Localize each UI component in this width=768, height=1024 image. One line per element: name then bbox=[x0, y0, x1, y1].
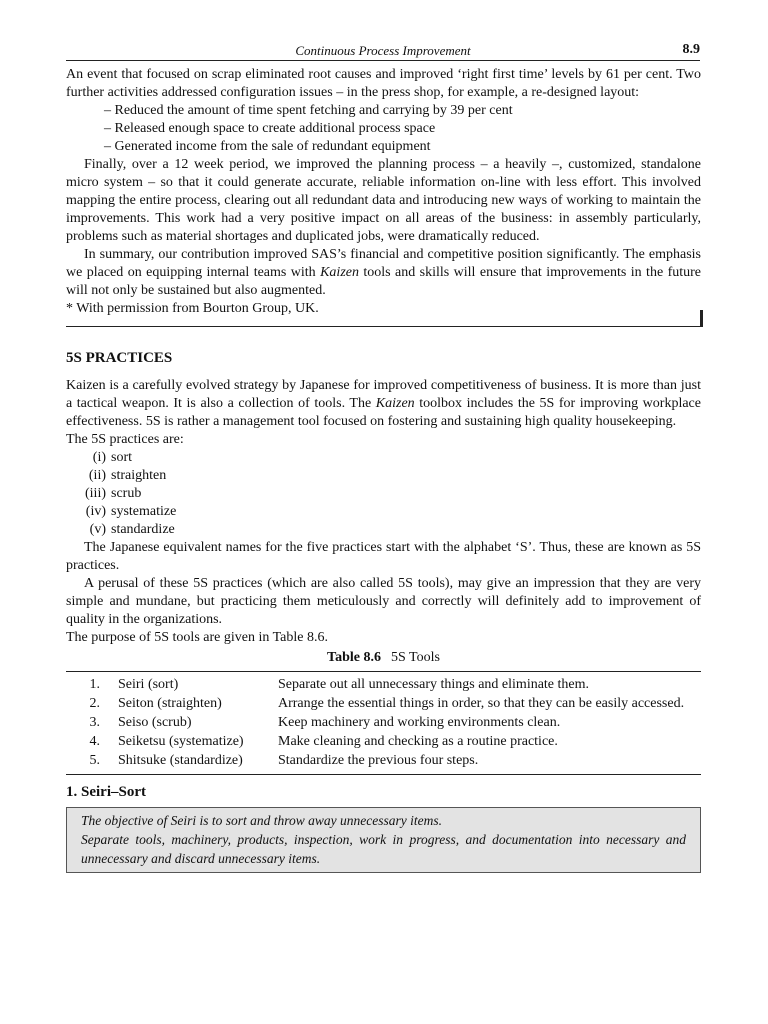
running-title: Continuous Process Improvement bbox=[295, 43, 471, 58]
objective-box bbox=[66, 807, 701, 873]
list-item: (ii) straighten bbox=[88, 468, 167, 483]
page-body bbox=[66, 66, 701, 873]
table-caption bbox=[66, 649, 701, 667]
kaizen-term: Kaizen bbox=[375, 396, 415, 411]
dash-list bbox=[66, 102, 701, 156]
dash-item: – Released enough space to create additional process space bbox=[104, 121, 436, 136]
kaizen-term: Kaizen bbox=[320, 265, 359, 280]
page-number: 8.9 bbox=[682, 42, 700, 57]
dash-item: – Generated income from the sale of redundant equipment bbox=[104, 139, 431, 154]
table-row: 1. Seiri (sort) Separate out all unnecessary things and eliminate them. bbox=[89, 677, 590, 692]
dash-item: – Reduced the amount of time spent fetching and carrying by 39 per cent bbox=[104, 103, 513, 118]
case-para-2: Finally, over a 12 week period, we improved the planning process – a heavily –, customized, standalone micro system – so that it could generate accurate, reliable information on-line with less effort. This involved mapping the entire process, clearing out all redundant data and introducing new ways of working to maintain the improvements. This work had a very positive impact on all areas of the business: in assembly particularly, problems such as material shortages and duplicated jobs, were dramatically reduced. bbox=[66, 157, 701, 244]
subsection-heading-seiri: 1. Seiri–Sort bbox=[66, 784, 146, 800]
table-row: 3. Seiso (scrub) Keep machinery and working environments clean. bbox=[89, 715, 561, 730]
table-row: 2. Seiton (straighten) Arrange the essential things in order, so that they can be easily accessed. bbox=[89, 696, 685, 711]
case-para-1: An event that focused on scrap eliminated root causes and improved ‘right first time’ levels by 61 per cent. Two further activities addressed configuration issues – in the press shop, for example, a re-designed layout: bbox=[66, 67, 701, 100]
perusal-paragraph: A perusal of these 5S practices (which are also called 5S tools), may give an impression that they are very simple and mundane, but practicing them meticulously and correctly will definitely add to improvement of quality in the organizations. bbox=[66, 576, 701, 627]
case-study-box bbox=[66, 66, 701, 327]
objective-line-2: Separate tools, machinery, products, inspection, work in progress, and documentation into necessary and unnecessary and discard unnecessary items. bbox=[81, 832, 686, 866]
japanese-names-paragraph: The Japanese equivalent names for the five practices start with the alphabet ‘S’. Thus, these are known as 5S practices. bbox=[66, 540, 701, 573]
purpose-paragraph: The purpose of 5S tools are given in Table 8.6. bbox=[66, 630, 328, 645]
objective-line-1: The objective of Seiri is to sort and throw away unnecessary items. bbox=[81, 813, 442, 828]
box-right-rule bbox=[700, 310, 703, 327]
permission-note: * With permission from Bourton Group, UK. bbox=[66, 301, 319, 316]
case-para-3: In summary, our contribution improved SAS’s financial and competitive position significantly. The emphasis we placed on equipping internal teams with Kaizen tools and skills will ensure that improvements in the future will not only be sustained but also augmented. bbox=[66, 247, 702, 298]
table-row: 4. Seiketsu (systematize) Make cleaning and checking as a routine practice. bbox=[89, 734, 558, 749]
table-label: Table 8.6 bbox=[327, 650, 381, 665]
list-item: (iv) systematize bbox=[85, 504, 177, 519]
table-title: 5S Tools bbox=[391, 650, 440, 665]
list-intro: The 5S practices are: bbox=[66, 432, 184, 447]
list-item: (iii) scrub bbox=[85, 486, 142, 501]
table-row: 5. Shitsuke (standardize) Standardize the previous four steps. bbox=[89, 753, 479, 768]
list-item: (v) standardize bbox=[89, 522, 175, 537]
intro-paragraph: Kaizen is a carefully evolved strategy by Japanese for improved competitiveness of business. It is more than just a tactical weapon. It is also a collection of tools. The Kaizen toolbox includes the 5S for improving workplace effectiveness. 5S is rather a management tool focused on fostering and sustaining high quality housekeeping. bbox=[66, 378, 701, 429]
section-heading-5s: 5S PRACTICES bbox=[66, 350, 173, 366]
list-item: (i) sort bbox=[92, 450, 132, 465]
page-header bbox=[66, 40, 700, 61]
5s-tools-table bbox=[66, 671, 701, 775]
practices-list bbox=[66, 449, 701, 539]
